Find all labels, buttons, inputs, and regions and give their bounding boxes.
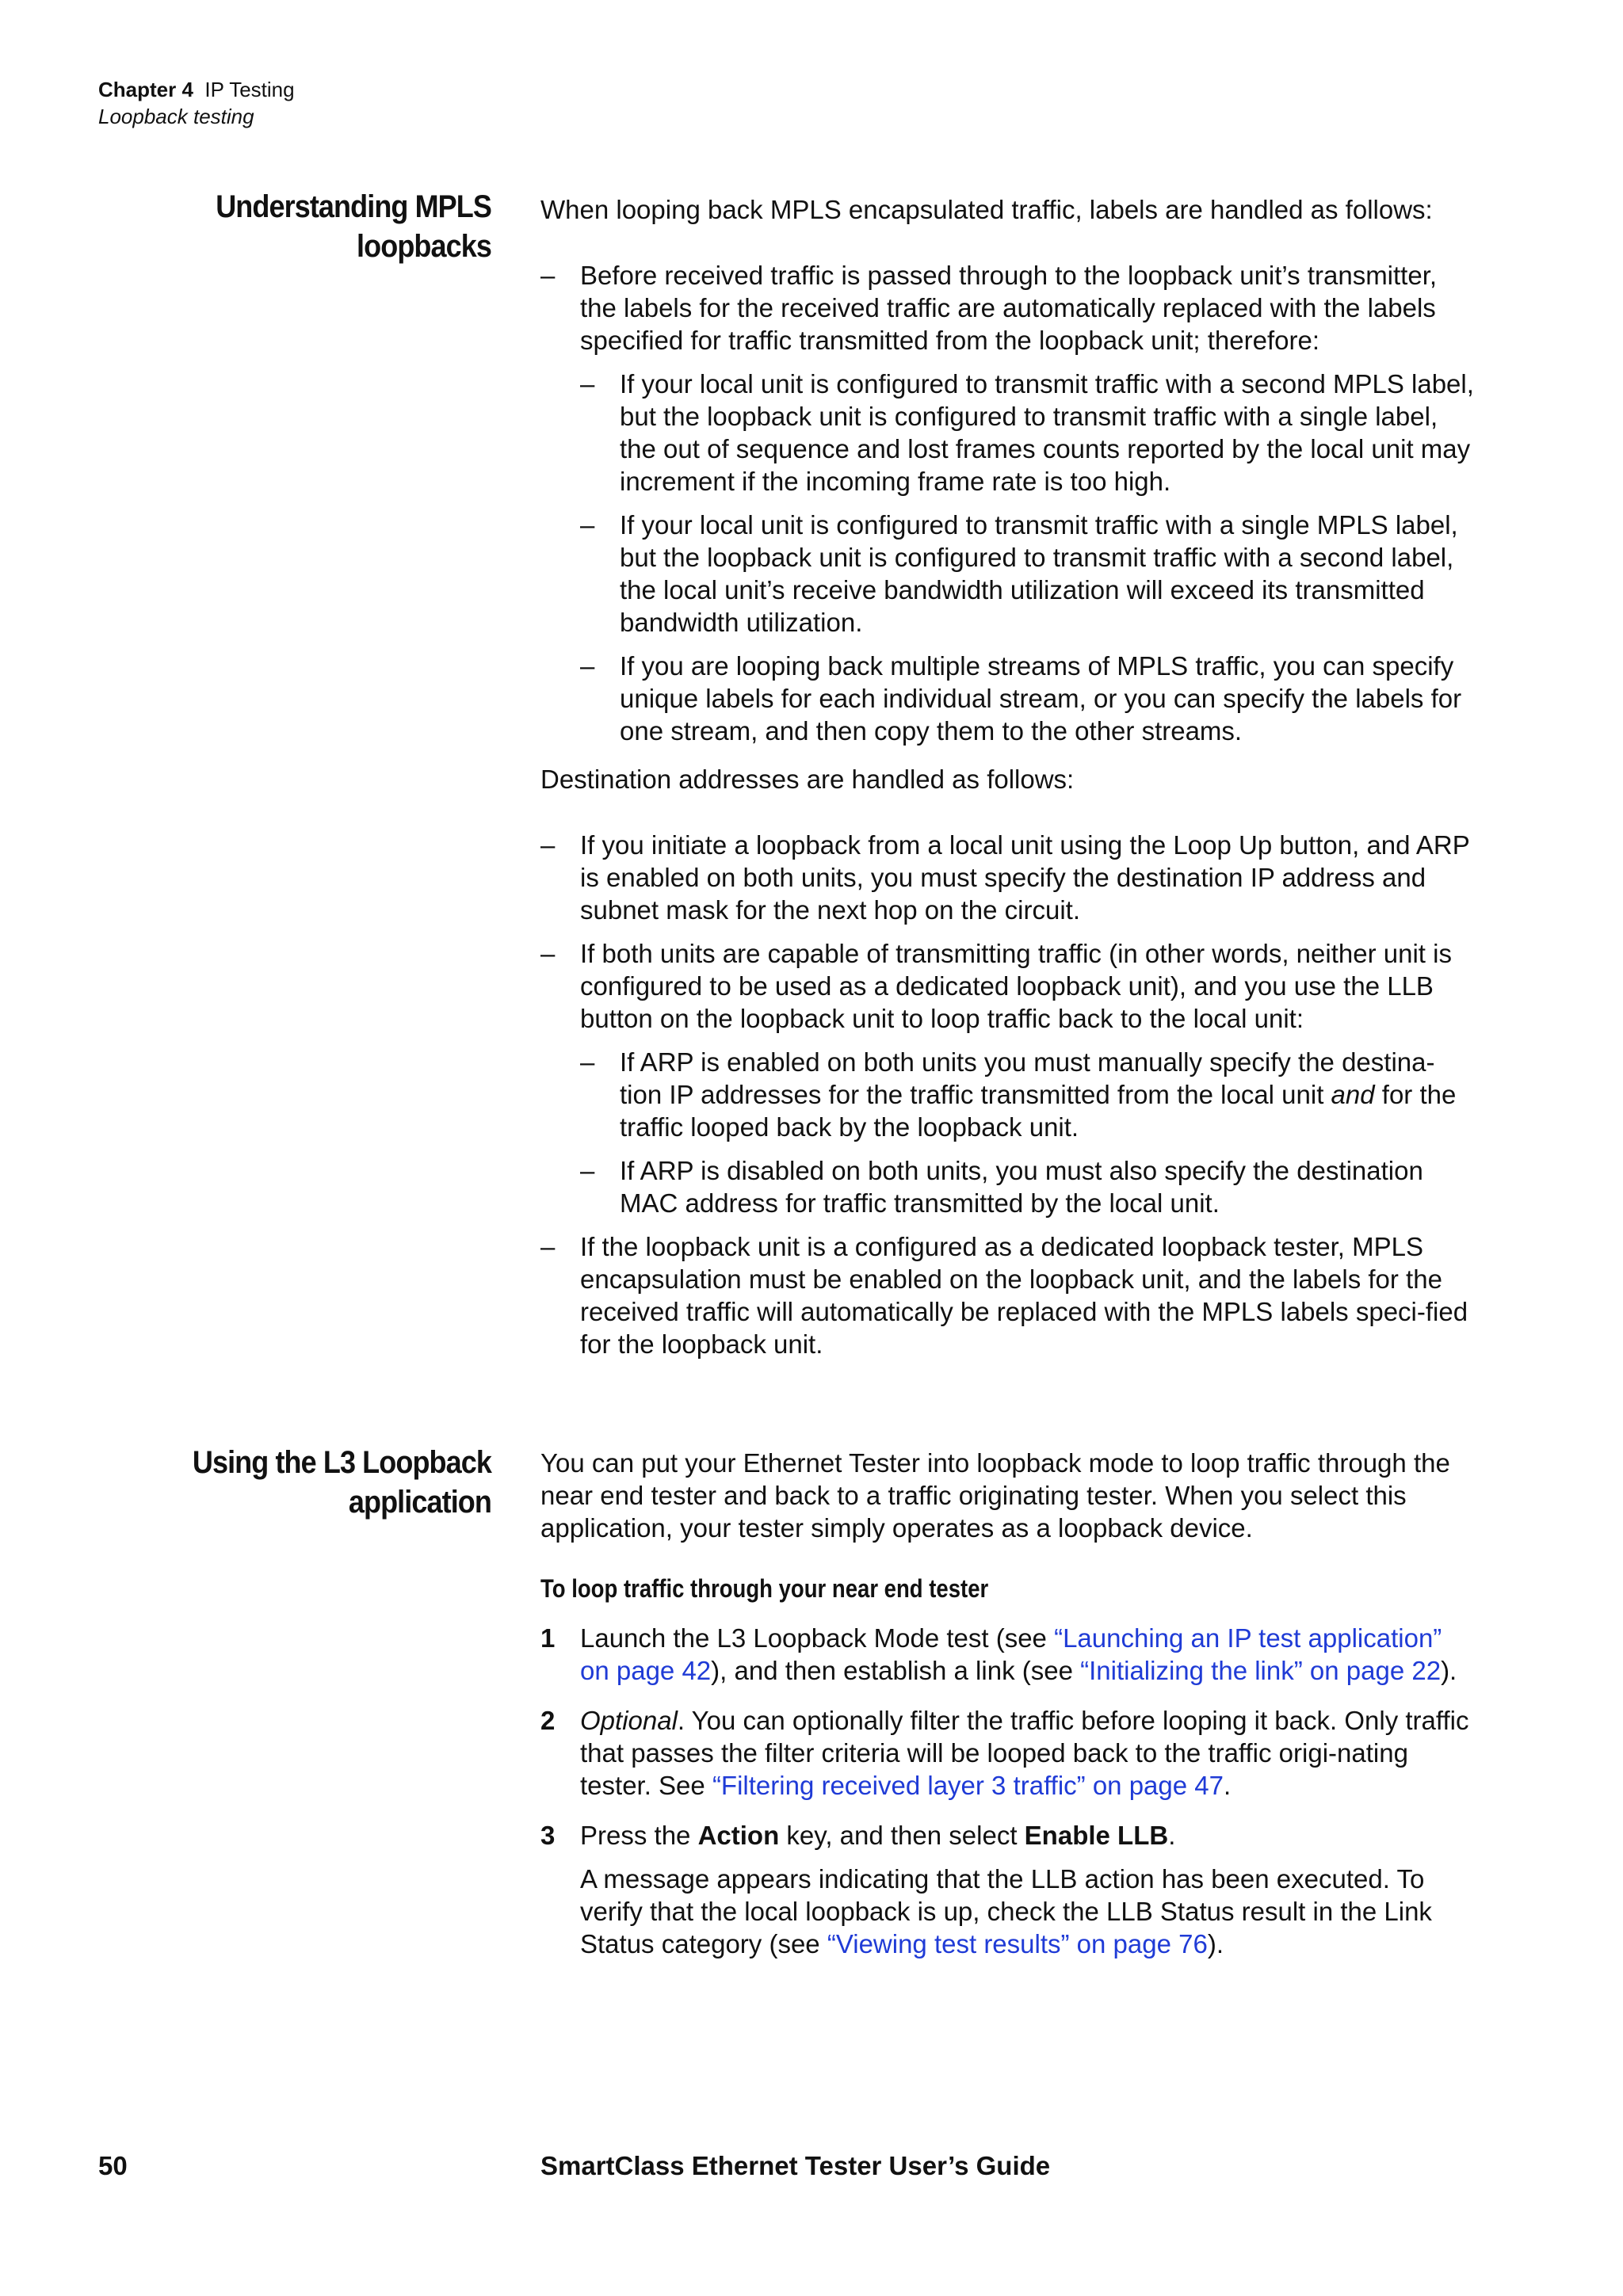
cross-reference-link[interactable]: “Initializing the link” on page 22	[1080, 1656, 1442, 1685]
l3-loopback-body	[540, 1447, 1476, 1960]
list-item-text: Before received traffic is passed through to the loopback unit’s transmitter, the labels for the received traffic are automatically replaced with the labels specified for traffic transmitted from the loopback unit; therefore:	[580, 261, 1438, 355]
list-item	[540, 1230, 1476, 1360]
step-number: 3	[540, 1821, 556, 1850]
list-item	[540, 1154, 1476, 1219]
step-text: Press the	[580, 1821, 698, 1850]
mpls-intro: When looping back MPLS encapsulated traffic, labels are handled as follows:	[540, 195, 1433, 224]
heading-line: application	[348, 1485, 491, 1520]
cross-reference-link[interactable]: “Viewing test results” on page 76	[827, 1929, 1208, 1958]
dash-bullet: –	[540, 1232, 556, 1261]
list-item	[540, 1046, 1476, 1143]
running-head	[98, 76, 295, 130]
procedure-title: To loop traffic through your near end tester	[540, 1574, 989, 1603]
dash-bullet: –	[580, 510, 595, 540]
heading-line: loopbacks	[357, 229, 491, 264]
procedure-step	[540, 1819, 1476, 1852]
list-item-text: If both units are capable of transmitting traffic (in other words, neither unit is configured to be used as a dedicated loopback unit), and you use the LLB button on the loopback unit to loop traffic back to the local unit:	[580, 939, 1452, 1033]
list-item-text: If your local unit is configured to transmit traffic with a single MPLS label, but the loopback unit is configured to transmit traffic with a second label, the local unit’s receive bandwidth utilization will exceed its transmitted bandwidth utilization.	[620, 510, 1458, 637]
step-text: .	[1223, 1771, 1232, 1800]
heading-line: Using the L3 Loopback	[192, 1445, 491, 1480]
l3-intro: You can put your Ethernet Tester into loopback mode to loop traffic through the near end tester and back to a traffic originating tester. When you select this application, your tester simply operates as a loopback device.	[540, 1448, 1450, 1543]
step-text: . You can optionally filter the traffic before looping it back. Only traffic that passes the filter criteria will be looped back to the traffic origi-nating tester. See	[580, 1706, 1469, 1800]
page-number: 50	[98, 2151, 128, 2180]
chapter-title: IP Testing	[204, 78, 295, 101]
list-item	[540, 368, 1476, 498]
emphasis: Optional	[580, 1706, 678, 1735]
list-item-text: If your local unit is configured to transmit traffic with a second MPLS label, but the loopback unit is configured to transmit traffic with a single label, the out of sequence and lost frames counts reported by the local unit may increment if the incoming frame rate is too high.	[620, 369, 1474, 496]
list-item	[540, 650, 1476, 747]
step-text: ).	[1441, 1656, 1457, 1685]
dash-bullet: –	[580, 369, 595, 399]
list-item-text: If the loopback unit is a configured as a dedicated loopback tester, MPLS encapsulation must be enabled on the loopback unit, and the labels for the received traffic will automatically be replaced with the MPLS labels speci-fied for the loopback unit.	[580, 1232, 1468, 1359]
emphasis: and	[1331, 1080, 1375, 1109]
heading-line: Understanding MPLS	[216, 189, 491, 224]
cross-reference-link[interactable]: “Filtering received layer 3 traffic” on page 47	[712, 1771, 1224, 1800]
key-name: Action	[697, 1821, 780, 1850]
list-item-text: If ARP is enabled on both units you must manually specify the destina-tion IP addresses for the traffic transmitted from the local unit	[620, 1047, 1435, 1109]
chapter-line	[98, 76, 295, 103]
list-item	[540, 829, 1476, 926]
step-text: ).	[1207, 1929, 1224, 1958]
dash-bullet: –	[580, 1156, 595, 1185]
destination-intro: Destination addresses are handled as follows:	[540, 765, 1075, 794]
step-number: 2	[540, 1706, 556, 1735]
list-item-text: for the traffic looped back by the loopback unit.	[620, 1080, 1457, 1142]
step-text: key, and then select	[779, 1821, 1025, 1850]
mpls-body	[540, 193, 1476, 1360]
dash-bullet: –	[580, 651, 595, 681]
list-item-text: If ARP is disabled on both units, you must also specify the destination MAC address for traffic transmitted by the local unit.	[620, 1156, 1423, 1218]
list-item	[540, 509, 1476, 639]
step-number: 1	[540, 1623, 556, 1653]
chapter-label: Chapter 4	[98, 78, 193, 101]
step-text: ), and then establish a link (see	[711, 1656, 1081, 1685]
dash-bullet: –	[580, 1047, 595, 1077]
step-text: Launch the L3 Loopback Mode test (see	[580, 1623, 1055, 1653]
step-text: A message appears indicating that the LLB action has been executed. To verify that the local loopback is up, check the LLB Status result in the Link Status category (see	[580, 1864, 1432, 1958]
procedure-step	[540, 1704, 1476, 1802]
dash-bullet: –	[540, 261, 556, 290]
section-heading-l3-loopback	[149, 1443, 491, 1522]
section-title: Loopback testing	[98, 105, 254, 128]
cross-reference-link[interactable]: “Launching an IP test application” on page 42	[580, 1623, 1442, 1685]
procedure-step	[540, 1622, 1476, 1687]
step-result	[540, 1863, 1476, 1960]
dash-bullet: –	[540, 939, 556, 968]
list-item-text: If you initiate a loopback from a local unit using the Loop Up button, and ARP is enabled on both units, you must specify the destination IP address and subnet mask for the next hop on the circuit.	[580, 830, 1470, 925]
list-item-text: If you are looping back multiple streams of MPLS traffic, you can specify unique labels for each individual stream, or you can specify the labels for one stream, and then copy them to the other streams.	[620, 651, 1462, 746]
book-title: SmartClass Ethernet Tester User’s Guide	[540, 2151, 1051, 2180]
list-item	[540, 259, 1476, 357]
list-item	[540, 937, 1476, 1035]
step-text: .	[1168, 1821, 1176, 1850]
menu-option-name: Enable LLB	[1024, 1821, 1169, 1850]
section-heading-mpls	[149, 187, 491, 266]
dash-bullet: –	[540, 830, 556, 860]
